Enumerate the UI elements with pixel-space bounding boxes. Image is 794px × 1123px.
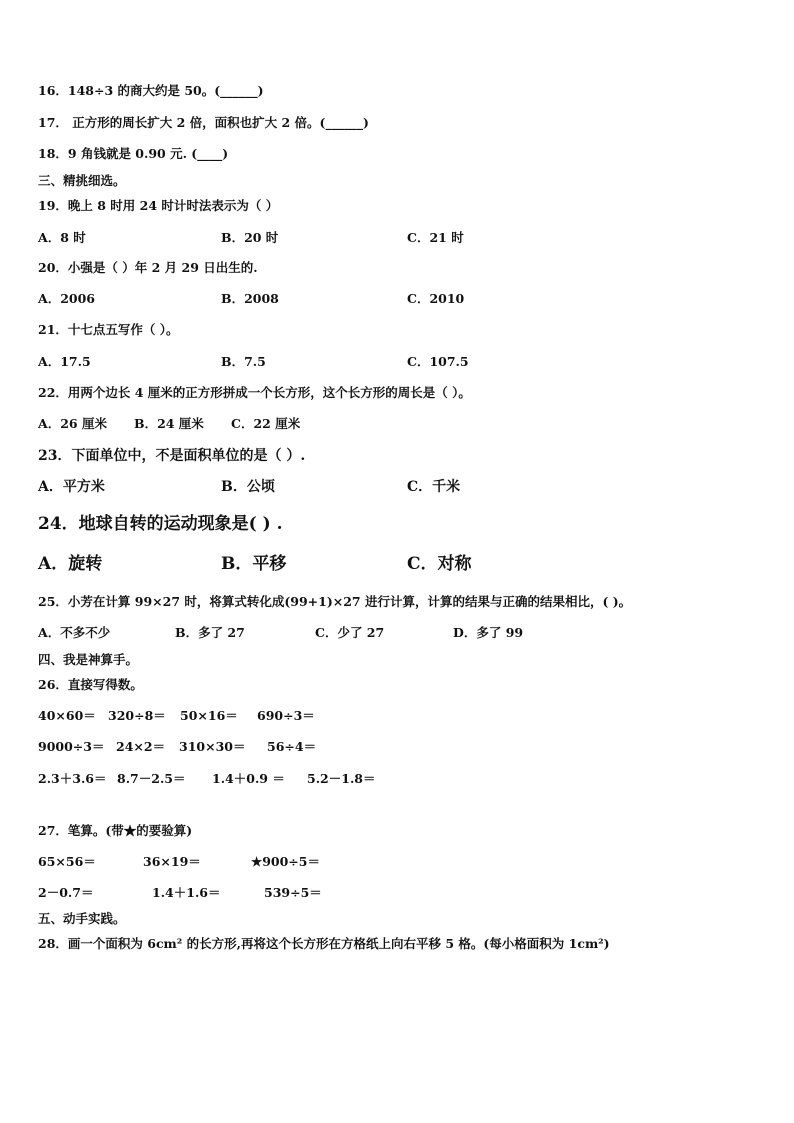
calc-item: 8.7－2.5＝ (117, 771, 186, 786)
option-b[interactable]: B．公顷 (221, 479, 275, 495)
option-c[interactable]: C．少了 27 (315, 625, 385, 640)
calc-item: 2.3＋3.6＝ (38, 771, 107, 786)
question-19: 19．晚上 8 时用 24 时计时法表示为（ ） (38, 198, 279, 213)
question-27: 27．笔算。(带★的要验算) (38, 823, 193, 838)
calc-item: 50×16＝ (180, 708, 238, 723)
question-23: 23．下面单位中，不是面积单位的是（ ）. (38, 448, 306, 464)
option-b[interactable]: B．多了 27 (175, 625, 245, 640)
question-25: 25．小芳在计算 99×27 时，将算式转化成(99+1)×27 进行计算，计算的结果与正确的结果相比，( )。 (38, 594, 632, 609)
option-a[interactable]: A．平方米 (38, 479, 105, 495)
option-b[interactable]: B．20 时 (221, 230, 279, 245)
option-b[interactable]: B．2008 (221, 291, 279, 306)
option-a[interactable]: A．8 时 (38, 230, 86, 245)
option-c[interactable]: C．对称 (407, 554, 472, 574)
calc-item: 1.4＋1.6＝ (152, 885, 221, 900)
question-20: 20．小强是（ ）年 2 月 29 日出生的. (38, 260, 258, 275)
calc-item: 65×56＝ (38, 854, 96, 869)
calc-item: 56÷4＝ (267, 739, 317, 754)
option-a[interactable]: A．不多不少 (38, 625, 111, 640)
option-a[interactable]: A．26 厘米 (38, 416, 107, 431)
option-d[interactable]: D．多了 99 (453, 625, 524, 640)
question-22: 22．用两个边长 4 厘米的正方形拼成一个长方形，这个长方形的周长是（ ）。 (38, 385, 471, 400)
option-a[interactable]: A．旋转 (38, 554, 103, 574)
option-c[interactable]: C．22 厘米 (231, 416, 301, 431)
option-c[interactable]: C．千米 (407, 479, 461, 495)
option-b[interactable]: B．平移 (221, 554, 287, 574)
option-b[interactable]: B．24 厘米 (134, 416, 204, 431)
calc-item: 690÷3＝ (257, 708, 315, 723)
question-28: 28．画一个面积为 6cm² 的长方形,再将这个长方形在方格纸上向右平移 5 格。(每小格面积为 1cm²) (38, 936, 610, 951)
question-16: 16．148÷3 的商大约是 50。(______) (38, 83, 264, 98)
section-5-heading: 五、动手实践。 (38, 911, 126, 926)
section-3-heading: 三、精挑细选。 (38, 173, 126, 188)
calc-item: 1.4＋0.9 ＝ (212, 771, 285, 786)
calc-item: 40×60＝ (38, 708, 96, 723)
option-c[interactable]: C．107.5 (407, 354, 469, 369)
calc-item: 24×2＝ (116, 739, 166, 754)
question-24: 24．地球自转的运动现象是( ) . (38, 514, 283, 534)
calc-item: 9000÷3＝ (38, 739, 105, 754)
question-17: 17． 正方形的周长扩大 2 倍，面积也扩大 2 倍。(______) (38, 115, 369, 130)
question-18: 18．9 角钱就是 0.90 元. (____) (38, 146, 229, 161)
calc-item: 310×30＝ (179, 739, 246, 754)
calc-item: 320÷8＝ (108, 708, 166, 723)
calc-item: 2－0.7＝ (38, 885, 94, 900)
calc-item: 539÷5＝ (264, 885, 322, 900)
option-a[interactable]: A．17.5 (38, 354, 91, 369)
option-c[interactable]: C．2010 (407, 291, 465, 306)
question-26: 26．直接写得数。 (38, 677, 143, 692)
calc-item: 36×19＝ (143, 854, 201, 869)
question-21: 21．十七点五写作（ ）。 (38, 322, 179, 337)
option-c[interactable]: C．21 时 (407, 230, 464, 245)
option-b[interactable]: B．7.5 (221, 354, 266, 369)
calc-item: ★900÷5＝ (251, 854, 320, 869)
calc-item: 5.2－1.8＝ (307, 771, 376, 786)
option-a[interactable]: A．2006 (38, 291, 95, 306)
section-4-heading: 四、我是神算手。 (38, 652, 139, 667)
